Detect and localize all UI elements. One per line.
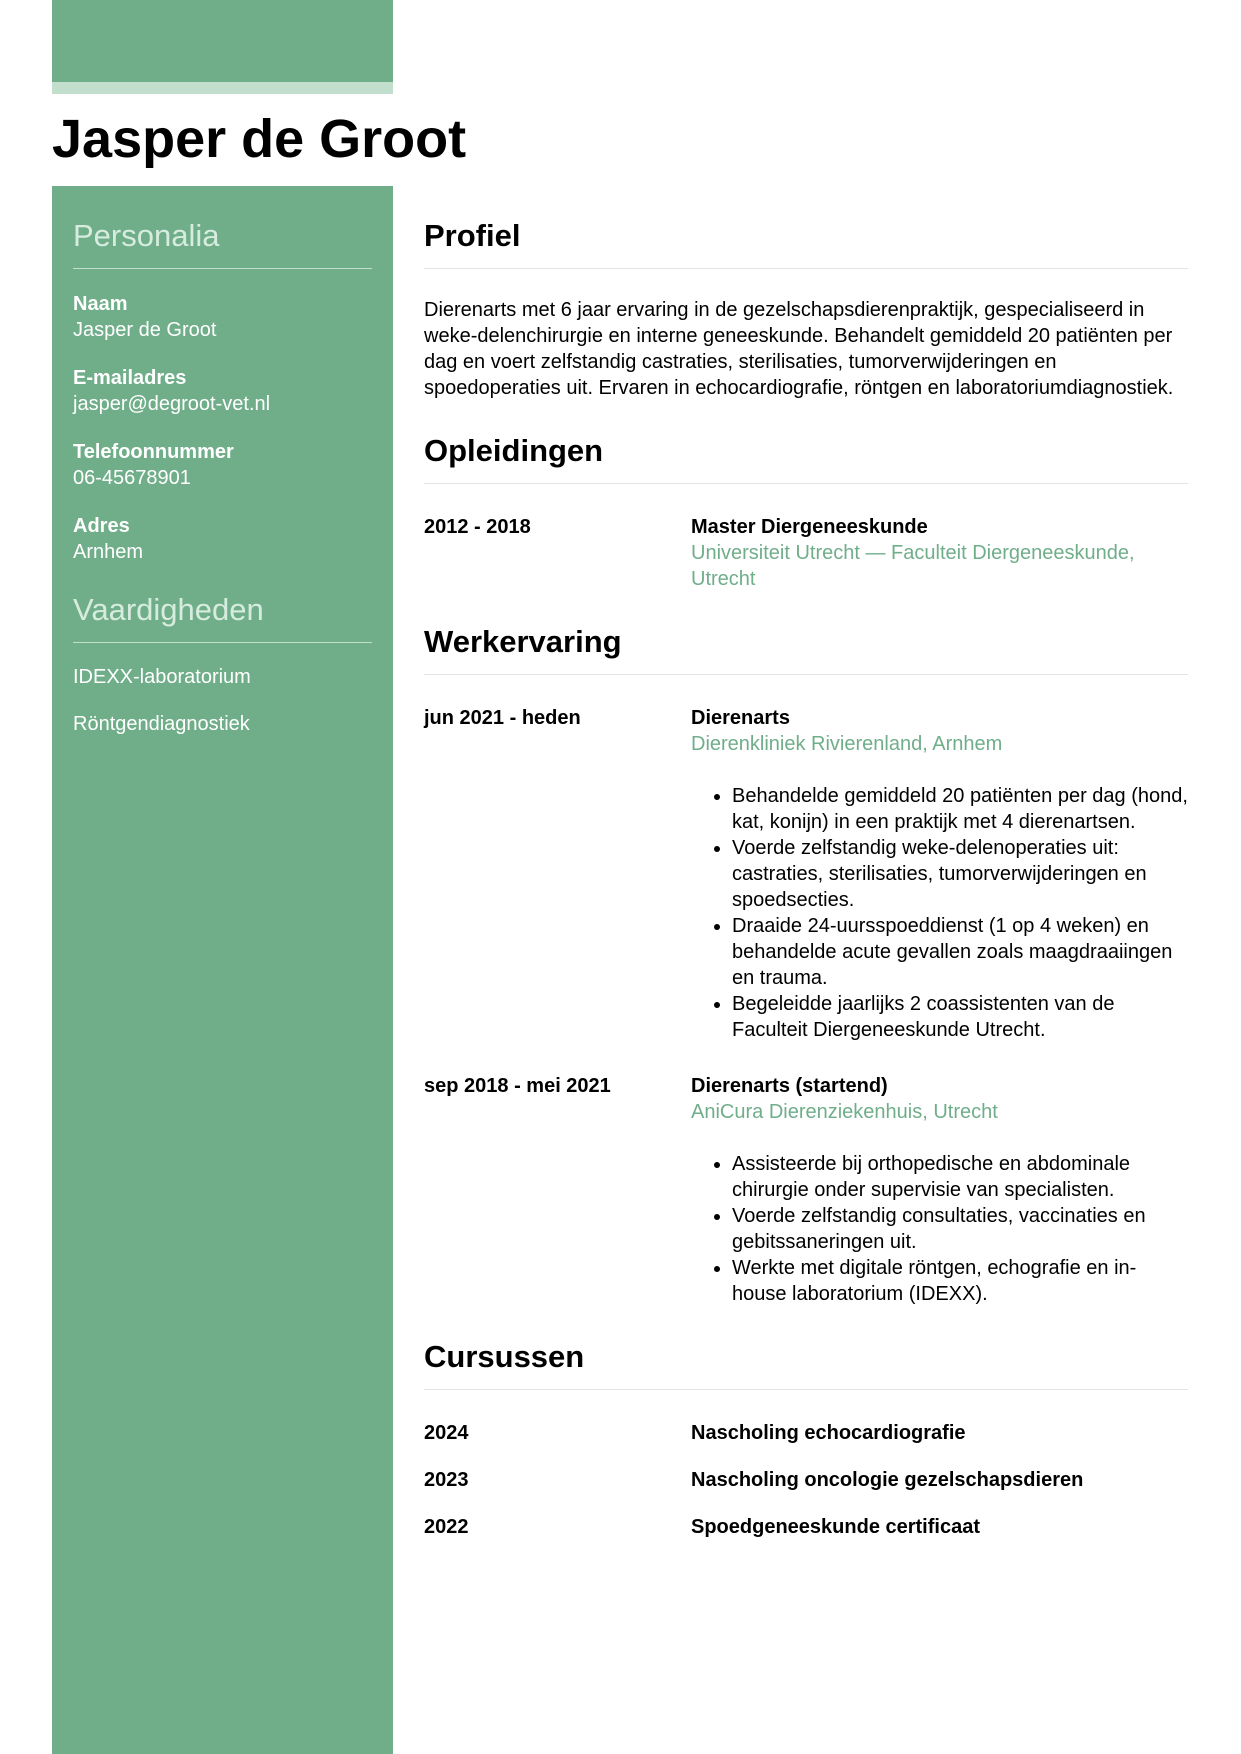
bullet-item: • Draaide 24-uursspoeddienst (1 op 4 weken) en behandelde acute gevallen zoals maagdraaiingen en trauma.: [732, 913, 1188, 991]
entry-date: jun 2021 - heden: [424, 707, 581, 729]
field-address: [73, 513, 372, 565]
course-name: Nascholing echocardiografie: [691, 1422, 966, 1444]
field-value: Jasper de Groot: [73, 319, 217, 341]
work-section: [424, 620, 1188, 1307]
entry-title: Dierenarts (startend): [691, 1075, 888, 1097]
course-entry: [424, 1514, 1188, 1540]
main-content: [424, 186, 1188, 1540]
education-heading: Opleidingen: [424, 429, 1188, 484]
entry-bullets: [691, 1151, 1188, 1307]
entry-bullets: [691, 783, 1188, 1043]
work-entry: [424, 705, 1188, 1043]
skill-item: IDEXX-laboratorium: [73, 666, 251, 688]
bullet-item: • Begeleidde jaarlijks 2 coassistenten van de Faculteit Diergeneeskunde Utrecht.: [732, 991, 1188, 1043]
profile-heading: Profiel: [424, 214, 1188, 269]
skills-heading: Vaardigheden: [73, 588, 372, 643]
education-section: [424, 429, 1188, 592]
entry-employer: Dierenkliniek Rivierenland, Arnhem: [691, 733, 1003, 755]
entry-body: [691, 1073, 1188, 1307]
bullet-item: • Werkte met digitale röntgen, echografie en in-house laboratorium (IDEXX).: [732, 1255, 1188, 1307]
bullet-item: • Behandelde gemiddeld 20 patiënten per dag (hond, kat, konijn) in een praktijk met 4 dierenartsen.: [732, 783, 1188, 835]
profile-text: Dierenarts met 6 jaar ervaring in de gezelschapsdierenpraktijk, gespecialiseerd in weke-delenchirurgie en interne geneeskunde. Behandelt gemiddeld 20 patiënten per dag en voert zelfstandig castraties, sterilisaties, tumorverwijderingen en spoedoperaties uit. Ervaren in echocardiografie, röntgen en laboratoriumdiagnostiek.: [424, 299, 1174, 399]
field-name: [73, 291, 372, 343]
entry-date: sep 2018 - mei 2021: [424, 1075, 611, 1097]
entry-institution: Universiteit Utrecht — Faculteit Diergeneeskunde, Utrecht: [691, 542, 1135, 590]
work-entry: [424, 1073, 1188, 1307]
courses-section: [424, 1335, 1188, 1540]
course-name: Nascholing oncologie gezelschapsdieren: [691, 1469, 1084, 1491]
skill-item: Röntgendiagnostiek: [73, 713, 250, 735]
courses-heading: Cursussen: [424, 1335, 1188, 1390]
field-label: Naam: [73, 293, 128, 315]
field-value: 06-45678901: [73, 467, 191, 489]
entry-title: Dierenarts: [691, 707, 790, 729]
course-year: 2024: [424, 1422, 469, 1444]
bullet-item: • Voerde zelfstandig weke-delenoperaties uit: castraties, sterilisaties, tumorverwijderingen en spoedsecties.: [732, 835, 1188, 913]
education-entry: [424, 514, 1188, 592]
header-color-band: [52, 0, 393, 82]
field-label: Telefoonnummer: [73, 441, 234, 463]
field-email: [73, 365, 372, 417]
header-accent-stripe: [52, 82, 393, 94]
profile-section: [424, 214, 1188, 401]
field-label: E-mailadres: [73, 367, 187, 389]
field-label: Adres: [73, 515, 130, 537]
field-value: Arnhem: [73, 541, 144, 563]
field-phone: [73, 439, 372, 491]
sidebar: [52, 186, 393, 1754]
bullet-item: • Voerde zelfstandig consultaties, vaccinaties en gebitssaneringen uit.: [732, 1203, 1188, 1255]
entry-employer: AniCura Dierenziekenhuis, Utrecht: [691, 1101, 998, 1123]
work-heading: Werkervaring: [424, 620, 1188, 675]
entry-date: 2012 - 2018: [424, 516, 531, 538]
field-value: jasper@degroot-vet.nl: [73, 393, 271, 415]
personalia-heading: Personalia: [73, 214, 372, 269]
course-entry: [424, 1467, 1188, 1493]
skills-list: [73, 664, 372, 737]
candidate-name: Jasper de Groot: [52, 109, 467, 169]
entry-title: Master Diergeneeskunde: [691, 516, 928, 538]
course-year: 2023: [424, 1469, 469, 1491]
entry-body: [691, 705, 1188, 1043]
course-name: Spoedgeneeskunde certificaat: [691, 1516, 980, 1538]
entry-body: [691, 514, 1188, 592]
course-entry: [424, 1420, 1188, 1446]
bullet-item: • Assisteerde bij orthopedische en abdominale chirurgie onder supervisie van specialisten.: [732, 1151, 1188, 1203]
course-year: 2022: [424, 1516, 469, 1538]
